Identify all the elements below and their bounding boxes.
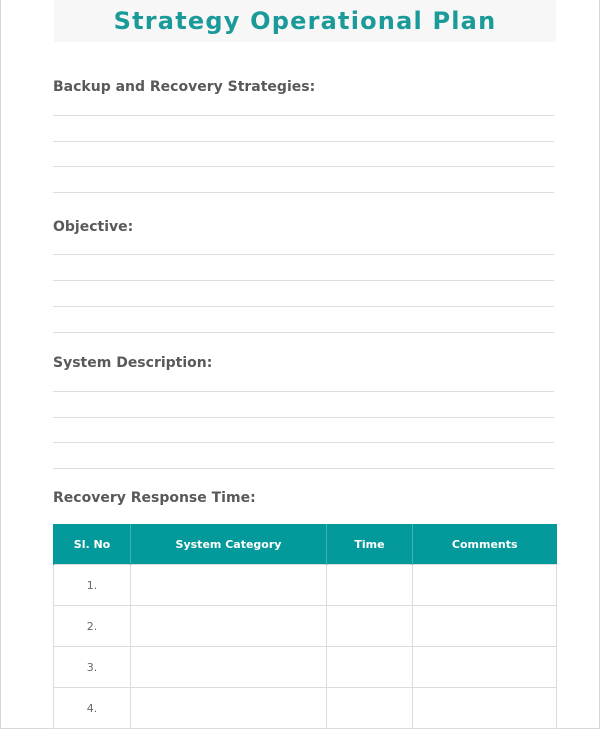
- blank-line[interactable]: [53, 417, 554, 418]
- blank-line[interactable]: [53, 115, 554, 116]
- table-header-row: [54, 524, 557, 565]
- time-cell[interactable]: [327, 565, 413, 606]
- comments-cell[interactable]: [413, 688, 557, 729]
- blank-line[interactable]: [53, 254, 554, 255]
- blank-line[interactable]: [53, 332, 554, 333]
- title-band: [54, 0, 556, 42]
- section-heading-recovery-response-time: Recovery Response Time:: [53, 490, 256, 506]
- time-cell[interactable]: [327, 688, 413, 729]
- column-header-time: Time: [327, 524, 413, 565]
- system-category-cell[interactable]: [131, 688, 327, 729]
- column-header-comments: Comments: [413, 524, 557, 565]
- section-heading-objective: Objective:: [53, 219, 134, 235]
- system-category-cell[interactable]: [131, 647, 327, 688]
- sl-no-cell: 2.: [54, 606, 131, 647]
- system-category-cell[interactable]: [131, 606, 327, 647]
- comments-cell[interactable]: [413, 647, 557, 688]
- sl-no-cell: 4.: [54, 688, 131, 729]
- blank-line[interactable]: [53, 468, 554, 469]
- blank-line[interactable]: [53, 306, 554, 307]
- system-category-cell[interactable]: [131, 565, 327, 606]
- blank-line[interactable]: [53, 391, 554, 392]
- comments-cell[interactable]: [413, 565, 557, 606]
- blank-line[interactable]: [53, 442, 554, 443]
- table-row: [54, 565, 557, 606]
- comments-cell[interactable]: [413, 606, 557, 647]
- column-header-sl-no: Sl. No: [54, 524, 131, 565]
- sl-no-cell: 1.: [54, 565, 131, 606]
- page-title: Strategy Operational Plan: [113, 7, 497, 35]
- section-heading-backup: Backup and Recovery Strategies:: [53, 79, 316, 95]
- table-row: [54, 647, 557, 688]
- blank-line[interactable]: [53, 192, 554, 193]
- sl-no-cell: 3.: [54, 647, 131, 688]
- blank-line[interactable]: [53, 166, 554, 167]
- blank-line[interactable]: [53, 141, 554, 142]
- time-cell[interactable]: [327, 647, 413, 688]
- time-cell[interactable]: [327, 606, 413, 647]
- blank-line[interactable]: [53, 280, 554, 281]
- table-row: [54, 688, 557, 729]
- column-header-system-category: System Category: [131, 524, 327, 565]
- recovery-response-table: [53, 524, 557, 729]
- section-heading-system-description: System Description:: [53, 355, 213, 371]
- table-row: [54, 606, 557, 647]
